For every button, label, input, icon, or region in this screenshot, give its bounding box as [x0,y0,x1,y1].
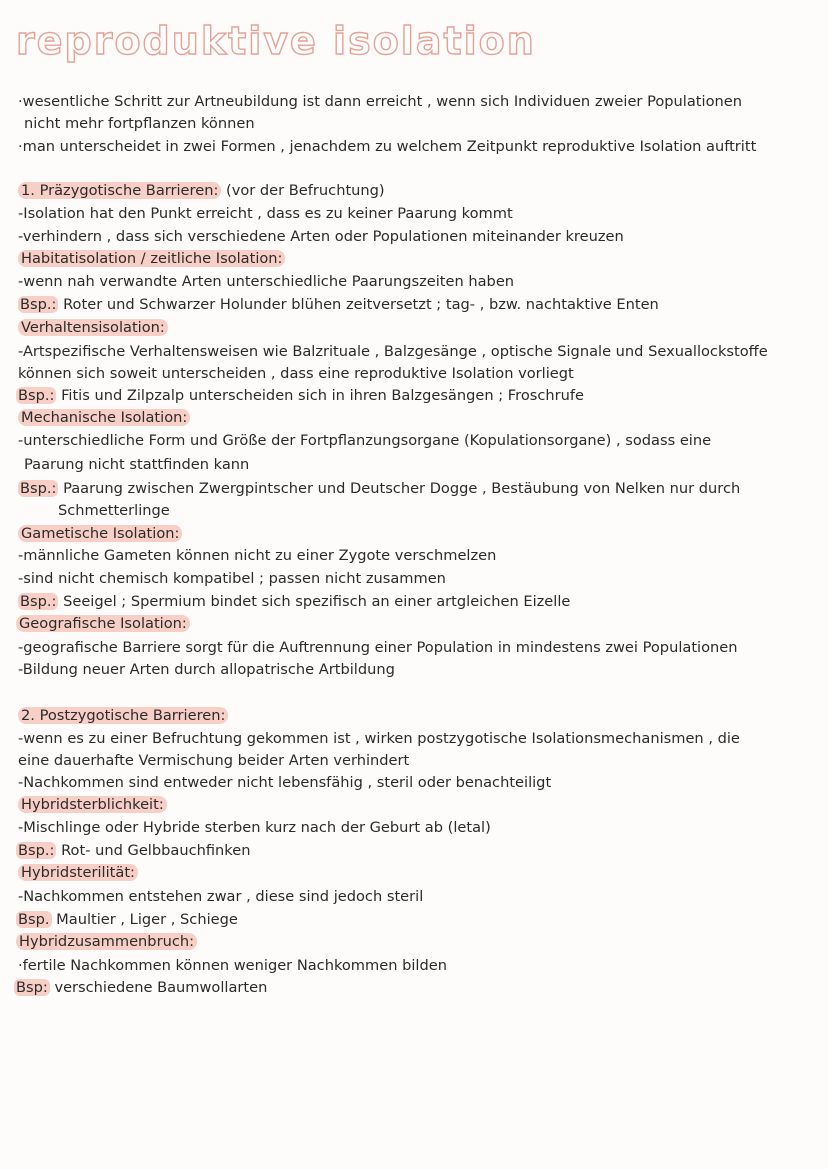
example-text: Fitis und Zilpzalp unterscheiden sich in ihren Balzgesängen ; Froschrufe [61,387,584,404]
behavior-heading: Verhaltensisolation: [18,319,168,336]
example-label: Bsp.: [18,842,55,859]
mortality-heading-row [18,795,167,815]
mechanical-line-1: -unterschiedliche Form und Größe der Fortpflanzungsorgane (Kopulationsorgane) , sodass eine [18,432,712,449]
gametic-line-1: -männliche Gameten können nicht zu einer Zygote verschmelzen [18,547,497,564]
behavior-line-2: können sich soweit unterscheiden , dass eine reproduktive Isolation vorliegt [18,365,574,382]
postzygotic-heading: 2. Postzygotische Barrieren: [18,707,228,724]
gametic-heading: Gametische Isolation: [18,525,182,542]
sterility-heading: Hybridsterilität: [18,864,138,881]
mechanical-example-2: Schmetterlinge [58,502,170,519]
mortality-line-1: -Mischlinge oder Hybride sterben kurz nach der Geburt ab (letal) [18,819,491,836]
example-label: Bsp.: [20,593,57,610]
mechanical-line-2: Paarung nicht stattfinden kann [24,456,250,473]
behavior-example [16,386,584,406]
example-text: Seeigel ; Spermium bindet sich spezifisch an einer artgleichen Eizelle [63,593,571,610]
gametic-heading-row [18,524,182,544]
postzygotic-line-3: -Nachkommen sind entweder nicht lebensfähig , steril oder benachteiligt [18,774,552,791]
prezygotic-heading-suffix: (vor der Befruchtung) [226,182,385,199]
example-label: Bsp.: [18,387,55,404]
postzygotic-heading-row [18,706,228,726]
intro-line-3: ·man unterscheidet in zwei Formen , jenachdem zu welchem Zeitpunkt reproduktive Isolation auftritt [18,138,757,155]
example-text: Rot- und Gelbbauchfinken [61,842,251,859]
sterility-heading-row [18,863,138,883]
page-title: reproduktive isolation [16,19,536,63]
geographic-heading: Geografische Isolation: [16,615,190,632]
habitat-line-1: -wenn nah verwandte Arten unterschiedliche Paarungszeiten haben [18,273,515,290]
geographic-heading-row [16,614,190,634]
example-label: Bsp.: [20,296,57,313]
example-label: Bsp: [16,979,48,996]
geographic-line-2: -Bildung neuer Arten durch allopatrische Artbildung [18,661,395,678]
habitat-heading: Habitatisolation / zeitliche Isolation: [18,250,285,267]
prezygotic-heading: 1. Präzygotische Barrieren: [18,182,221,199]
behavior-heading-row [18,318,168,338]
behavior-line-1: -Artspezifische Verhaltensweisen wie Balzrituale , Balzgesänge , optische Signale und Sexuallockstoffe [18,343,768,360]
gametic-line-2: -sind nicht chemisch kompatibel ; passen nicht zusammen [18,570,446,587]
sterility-line-1: -Nachkommen entstehen zwar , diese sind jedoch steril [18,888,424,905]
example-label: Bsp.: [20,480,57,497]
breakdown-heading-row [16,932,197,952]
sterility-example [16,910,238,930]
breakdown-heading: Hybridzusammenbruch: [16,933,197,950]
mechanical-example [18,479,740,499]
mortality-example [16,841,250,861]
breakdown-line-1: ·fertile Nachkommen können weniger Nachkommen bilden [18,957,447,974]
gametic-example [18,592,570,612]
mortality-heading: Hybridsterblichkeit: [18,796,167,813]
example-text: Roter und Schwarzer Holunder blühen zeitversetzt ; tag- , bzw. nachtaktive Enten [63,296,659,313]
example-text: Maultier , Liger , Schiege [56,911,238,928]
example-text: verschiedene Baumwollarten [54,979,268,996]
intro-line-2: nicht mehr fortpflanzen können [24,115,255,132]
mechanical-heading: Mechanische Isolation: [18,409,190,426]
mechanical-heading-row [18,408,190,428]
example-label: Bsp. [18,911,50,928]
prezygotic-line-1: -Isolation hat den Punkt erreicht , dass es zu keiner Paarung kommt [18,205,513,222]
prezygotic-heading-row [18,181,385,201]
example-text: Paarung zwischen Zwergpintscher und Deutscher Dogge , Bestäubung von Nelken nur durch [63,480,741,497]
habitat-heading-row [18,249,285,269]
intro-line-1: ·wesentliche Schritt zur Artneubildung ist dann erreicht , wenn sich Individuen zweier Populationen [18,93,742,110]
postzygotic-line-2: eine dauerhafte Vermischung beider Arten verhindert [18,752,410,769]
prezygotic-line-2: -verhindern , dass sich verschiedene Arten oder Populationen miteinander kreuzen [18,228,624,245]
habitat-example [18,295,659,315]
postzygotic-line-1: -wenn es zu einer Befruchtung gekommen ist , wirken postzygotische Isolationsmechanismen , die [18,730,740,747]
breakdown-example [14,978,267,998]
geographic-line-1: -geografische Barriere sorgt für die Auftrennung einer Population in mindestens zwei Populationen [18,639,738,656]
